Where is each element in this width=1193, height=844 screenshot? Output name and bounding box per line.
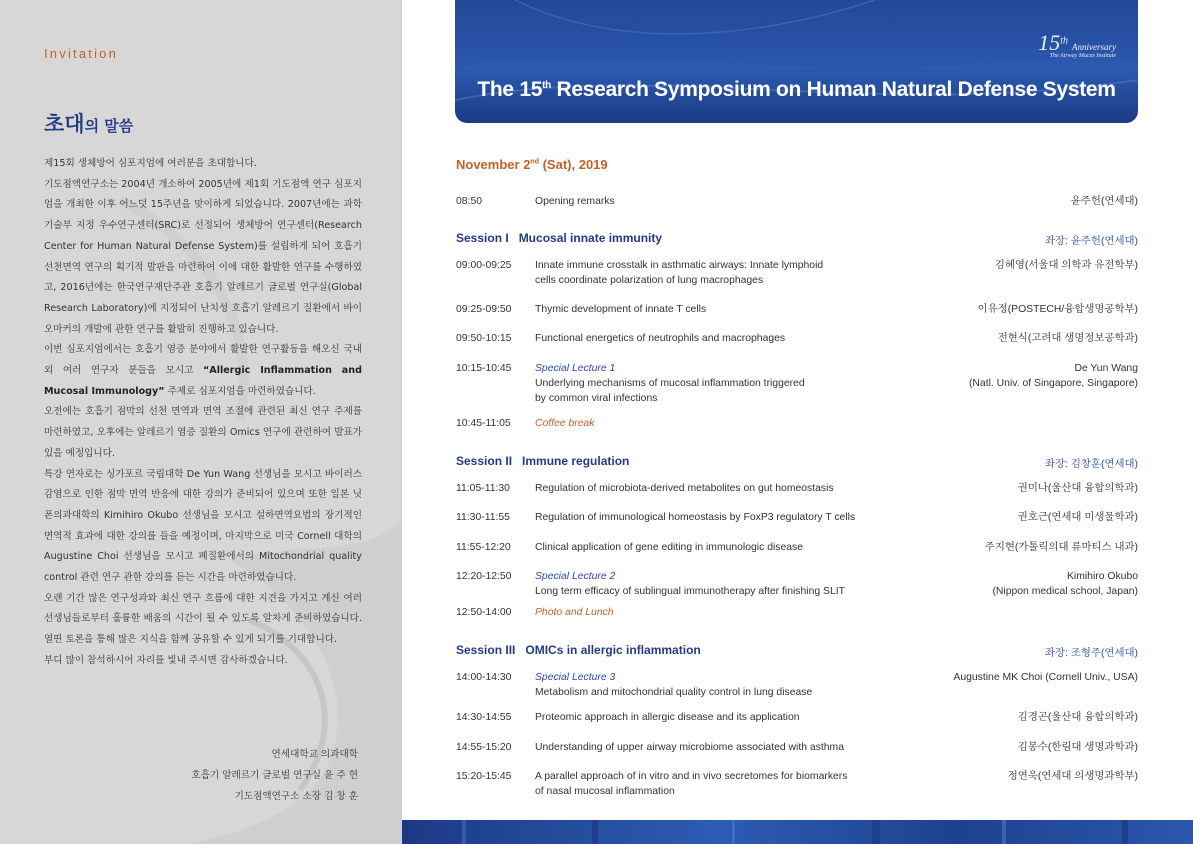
signature-line: 기도점액연구소 소장 김 창 훈: [234, 791, 358, 802]
symposium-theme: “Allergic Inflammation and Mucosal Immunology”: [44, 365, 362, 397]
signature-block: [191, 744, 358, 807]
session-chair: 좌장: 조형주(연세대): [1045, 648, 1138, 659]
footer-bar: [402, 820, 1193, 844]
session-name: Session I Mucosal innate immunity: [456, 231, 663, 245]
anniversary-logo: 15th Anniversary The Airway Mucus Institute: [1038, 30, 1116, 59]
invitation-letter: [44, 154, 362, 672]
signature-line: 연세대학교 의과대학: [271, 749, 358, 760]
invitation-heading: [44, 108, 133, 138]
talk-title: Opening remarks: [535, 196, 615, 207]
symposium-date: November 2nd (Sat), 2019: [456, 157, 608, 172]
letter-paragraph: 기도점액연구소는 2004년 개소하여 2005년에 제1회 기도점액 연구 심포지엄을 개최한 이후 어느덧 15주년을 맞이하게 되었습니다. 2007년에는 과학기술부 지정 우수연구센터(SRC)로 선정되어 생체방어 연구센터(Research Center for Human Natural Defense System)를 설립하게 되어 호흡기 선천면역 연구의 획기적 발판을 마련하여 이에 대한 활발한 연구를 수행하였고, 2016년에는 한국연구재단주관 호흡기 알레르기 글로벌 연구실(Global Research Laboratory)에 지정되어 난치성 호흡기 알레르기 질환에서 바이오마커의 개발에 관한 연구를 활발히 진행하고 있습니다.: [44, 178, 362, 335]
letter-paragraph: 부디 많이 참석하시어 자리를 빛내 주시면 감사하겠습니다.: [44, 654, 288, 666]
letter-paragraph: 오랜 기간 많은 연구성과와 최신 연구 흐름에 대한 지견을 가지고 계신 여러 선생님들로부터 훌륭한 배움의 시간이 될 수 있도록 알차게 준비하였습니다. 열띤 토론을 통해 많은 지식을 함께 공유할 수 있게 되기를 기대합니다.: [44, 592, 362, 646]
footer-stripes-graphic: [402, 820, 1193, 844]
letter-paragraph: 특강 연자로는 싱가포르 국립대학 De Yun Wang 선생님을 모시고 바이러스 감염으로 인한 점막 면역 반응에 대한 강의가 준비되어 있으며 또한 일본 닛폰의과대학의 Kimihiro Okubo 선생님을 모시고 설하면역요법의 장기적인 면역적 효과에 대한 강의를 들을 예정이며, 마지막으로 미국 Cornell 대학의 Augustine Choi 선생님을 모시고 폐질환에서의 Mitochondrial quality control 관련 연구 관한 강의를 듣는 시간을 마련하였습니다.: [44, 468, 362, 584]
symposium-title: The 15th Research Symposium on Human Natural Defense System: [477, 78, 1116, 101]
heading-sub: 의 말씀: [84, 117, 134, 135]
letter-paragraph: 오전에는 호흡기 점막의 선천 면역과 면역 조절에 관련된 최신 연구 주제를 마련하였고, 오후에는 알레르기 염증 질환의 Omics 연구에 관련하여 발표가 있을 예정입니다.: [44, 406, 362, 459]
session-name: Session II Immune regulation: [456, 454, 630, 468]
special-lecture-label: Special Lecture 3: [535, 672, 616, 683]
header-swoosh-graphic: [455, 0, 1138, 123]
speaker: 윤주헌(연세대): [1070, 196, 1138, 207]
session-chair: 좌장: 김창훈(연세대): [1045, 459, 1138, 470]
session-name: Session III OMICs in allergic inflammation: [456, 643, 701, 657]
letter-paragraph: 이번 심포지엄에서는 호흡기 염증 분야에서 활발한 연구활동을 해오신 국내외 여러 연구자 분들을 모시고 “Allergic Inflammation and Mucosal Immunology” 주제로 심포지엄을 마련하였습니다.: [44, 344, 362, 397]
signature-line: 호흡기 알레르기 글로벌 연구실 윤 주 헌: [191, 770, 358, 781]
special-lecture-label: Special Lecture 1: [535, 363, 616, 374]
symposium-header: [455, 0, 1138, 123]
invitation-label: Invitation: [44, 46, 119, 61]
heading-main: 초대: [44, 112, 85, 136]
invitation-panel: [0, 0, 402, 844]
letter-paragraph: 제15회 생체방어 심포지엄에 여러분을 초대합니다.: [44, 158, 257, 169]
time-slot: 08:50: [456, 196, 483, 207]
special-lecture-label: Special Lecture 2: [535, 571, 616, 582]
session-chair: 좌장: 윤주헌(연세대): [1045, 236, 1138, 247]
